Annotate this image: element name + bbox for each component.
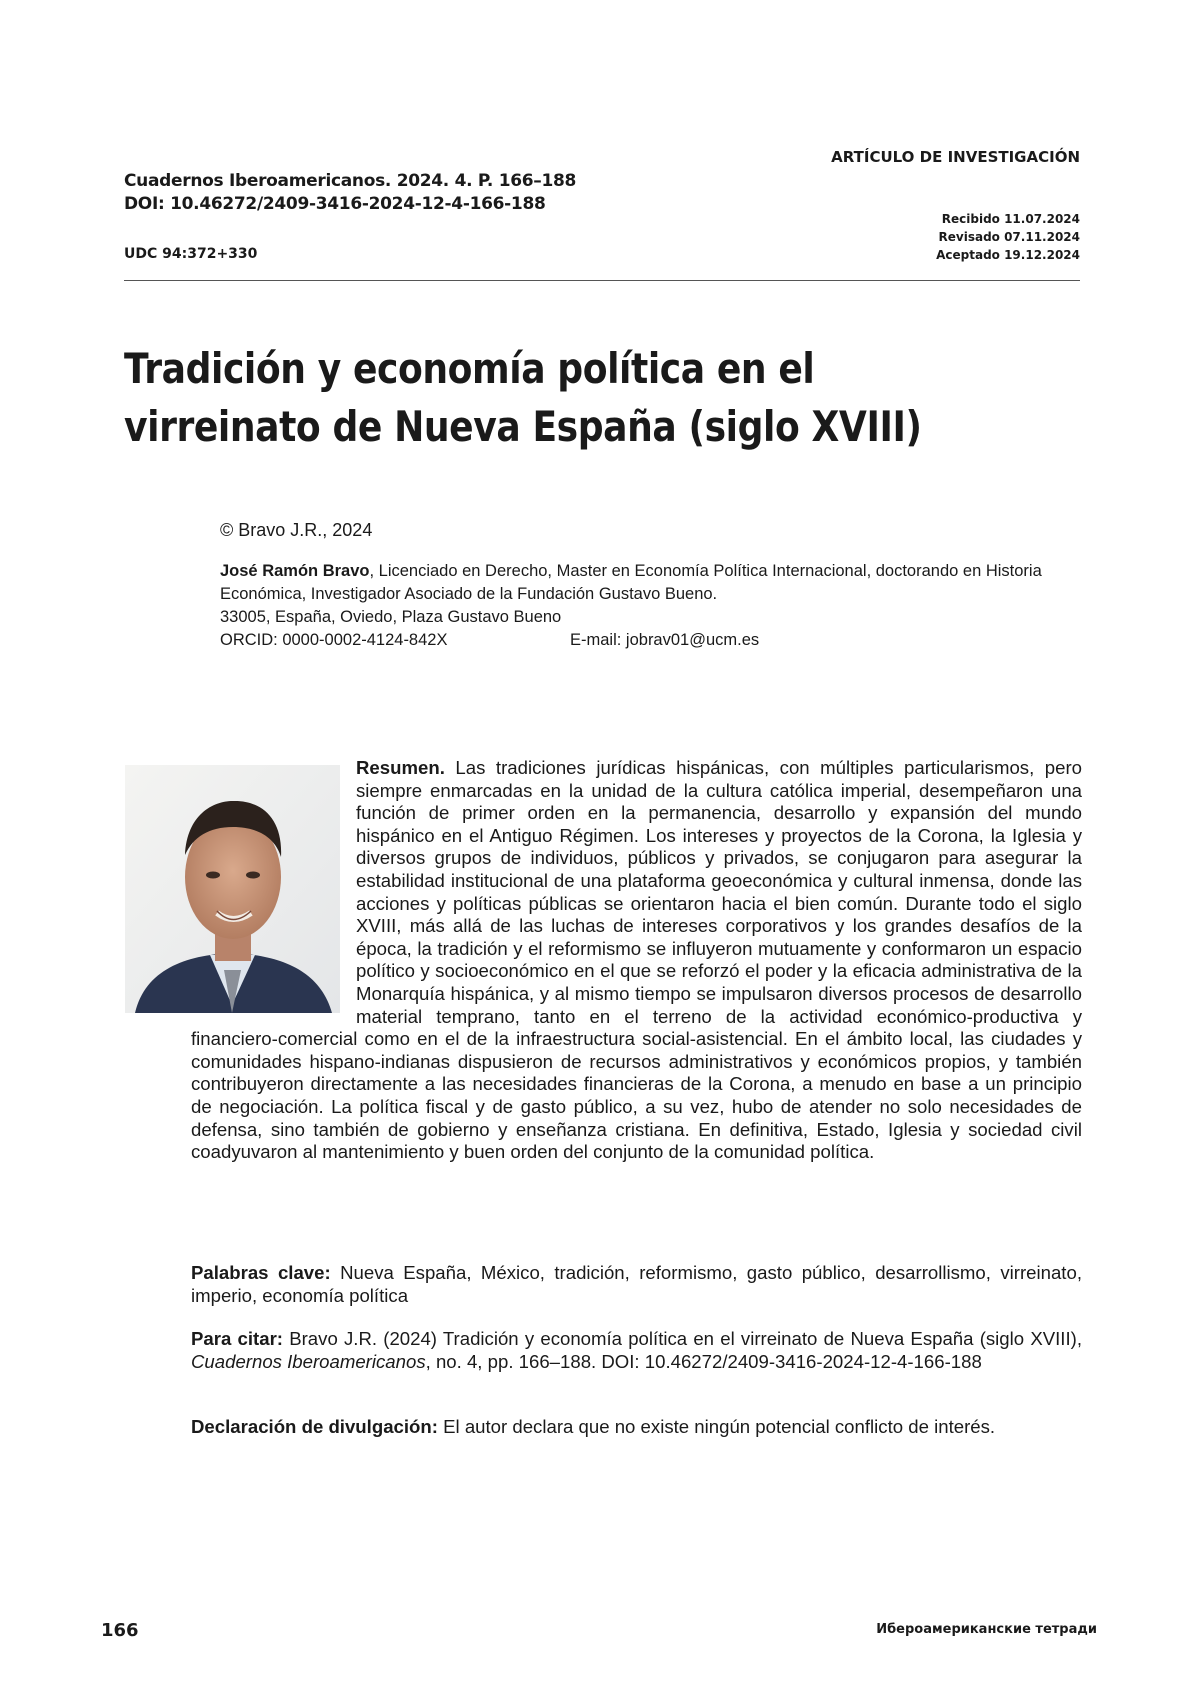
keywords-text: Nueva España, México, tradición, reformismo, gasto público, desarrollismo, virreinato, imperio, economía política bbox=[191, 1262, 1082, 1306]
keywords bbox=[191, 1262, 1082, 1307]
author-ids bbox=[220, 629, 1090, 652]
udc-code: UDC 94:372+330 bbox=[124, 246, 258, 262]
keywords-label: Palabras clave: bbox=[191, 1262, 331, 1283]
orcid: ORCID: 0000-0002-4124-842X bbox=[220, 631, 448, 649]
author-email: E-mail: jobrav01@ucm.es bbox=[570, 631, 760, 649]
author-info bbox=[220, 560, 1090, 652]
author-affiliation: , Licenciado en Derecho, Master en Economía Política Internacional, doctorando en Historia Económica, Investigador Asociado de la Fundación Gustavo Bueno. bbox=[220, 562, 1042, 603]
citation-block bbox=[191, 1328, 1082, 1373]
doi-line: DOI: 10.46272/2409-3416-2024-12-4-166-188 bbox=[124, 194, 546, 214]
page-number: 166 bbox=[101, 1620, 139, 1641]
author-address: 33005, España, Oviedo, Plaza Gustavo Bueno bbox=[220, 608, 562, 626]
running-footer-title: Ибероамериканские тетради bbox=[876, 1622, 1097, 1637]
article-type-label: ARTÍCULO DE INVESTIGACIÓN bbox=[831, 148, 1080, 166]
journal-citation-line: Cuadernos Iberoamericanos. 2024. 4. P. 166–188 bbox=[124, 171, 577, 191]
header-divider bbox=[124, 280, 1080, 281]
cite-journal: Cuadernos Iberoamericanos bbox=[191, 1350, 426, 1372]
received-date: Recibido 11.07.2024 bbox=[941, 212, 1080, 226]
cite-label: Para citar: bbox=[191, 1328, 283, 1349]
article-dates bbox=[936, 210, 1080, 264]
abstract-text: Las tradiciones jurídicas hispánicas, con múltiples particularismos, pero siempre enmarcadas en la unidad de la cultura católica imperial, desempeñaron una función de primer orden en la permanencia, desarrollo y expansión del mundo hispánico en el Antiguo Régimen. Los intereses y proyectos de la Corona, la Iglesia y diversos grupos de individuos, públicos y privados, se conjugaron para asegurar la estabilidad institucional de una plataforma geoeconómica y cultural inmensa, donde las acciones y políticas públicas se orientaron hacia el bien común. Durante todo el siglo XVIII, más allá de las luchas de intereses corporativos y los grandes desafíos de la época, la tradición y el reformismo se influyeron mutuamente y conformaron un espacio político y socioeconómico en el que se reforzó el poder y la eficacia administrativa de la Monarquía hispánica, y al mismo tiempo se impulsaron diversos procesos de desarrollo material temprano, tanto en el terreno de la actividad económico-productiva y financiero-comercial como en el de la infraestructura social-asistencial. En el ámbito local, las ciudades y comunidades hispano-indianas dispusieron de recursos administrativos y económicos propios, y también contribuyeron directamente a las necesidades financieras de la Corona, a menudo en base a un principio de negociación. La política fiscal y de gasto público, a su vez, hubo de atender no solo necesidades de defensa, sino también de gobierno y enseñanza cristiana. En definitiva, Estado, Iglesia y sociedad civil coadyuvaron al mantenimiento y buen orden del conjunto de la comunidad política. bbox=[191, 757, 1082, 1163]
disclosure-text: El autor declara que no existe ningún potencial conflicto de interés. bbox=[437, 1416, 996, 1437]
author-affiliation-paragraph bbox=[220, 560, 1090, 606]
author-name: José Ramón Bravo bbox=[220, 562, 370, 580]
photo-wrap-spacer bbox=[191, 757, 356, 1027]
article-title: Tradición y economía política en el virreinato de Nueva España (siglo XVIII) bbox=[124, 344, 922, 451]
accepted-date: Aceptado 19.12.2024 bbox=[936, 248, 1080, 262]
copyright-line: © Bravo J.R., 2024 bbox=[220, 520, 373, 540]
disclosure-statement bbox=[191, 1416, 1082, 1439]
revised-date: Revisado 07.11.2024 bbox=[938, 230, 1080, 244]
cite-text-a: Bravo J.R. (2024) Tradición y economía política en el virreinato de Nueva España (siglo XVIII), bbox=[283, 1328, 1082, 1349]
abstract-label: Resumen. bbox=[356, 757, 445, 778]
disclosure-label: Declaración de divulgación: bbox=[191, 1416, 438, 1437]
cite-text-b: , no. 4, pp. 166–188. DOI: 10.46272/2409-3416-2024-12-4-166-188 bbox=[425, 1350, 982, 1372]
abstract bbox=[191, 757, 1082, 1164]
